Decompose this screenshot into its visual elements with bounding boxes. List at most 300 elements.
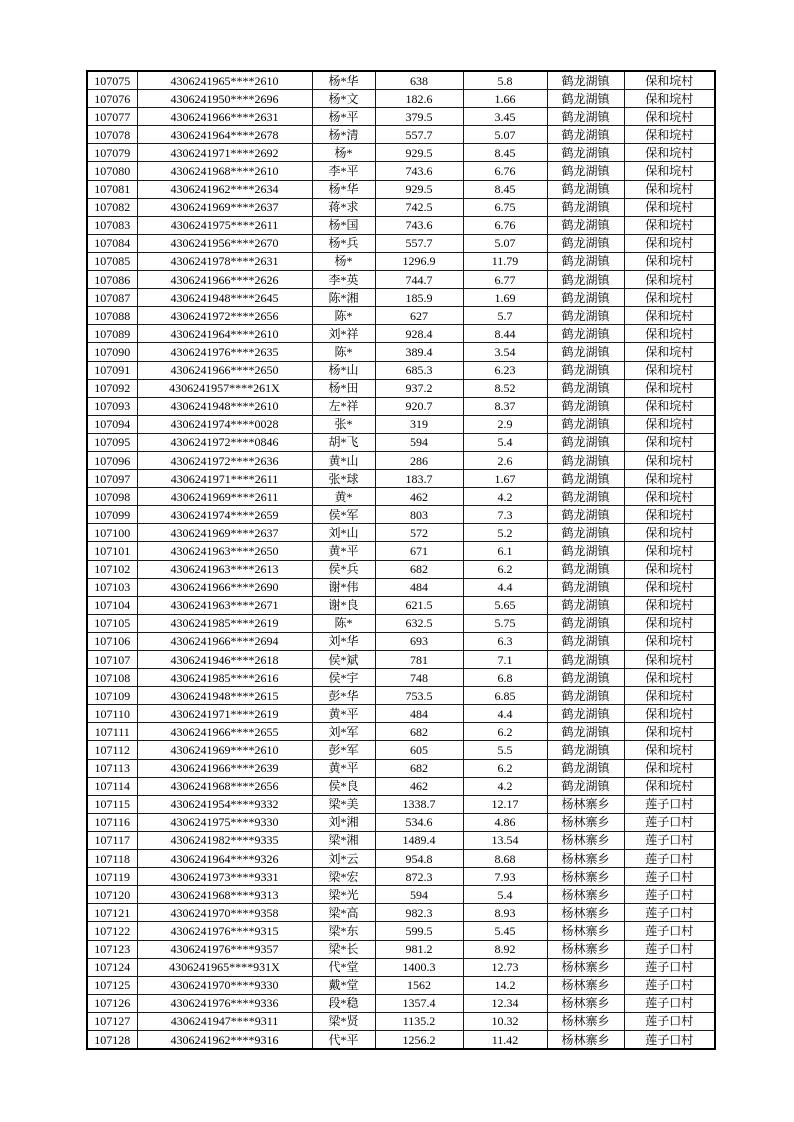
table-cell: 8.44 <box>463 325 547 343</box>
table-cell: 107121 <box>87 904 137 922</box>
table-row <box>87 795 715 813</box>
table-cell: 753.5 <box>375 687 463 705</box>
table-cell: 4306241948****2610 <box>137 397 312 415</box>
table-cell: 莲子口村 <box>624 886 715 904</box>
table-cell: 6.2 <box>463 723 547 741</box>
table-cell: 鹤龙湖镇 <box>547 542 624 560</box>
table-cell: 4306241947****9311 <box>137 1012 312 1030</box>
table-cell: 杨林寨乡 <box>547 831 624 849</box>
table-cell: 陈* <box>312 343 375 361</box>
table-cell: 梁*湘 <box>312 831 375 849</box>
table-cell: 107103 <box>87 578 137 596</box>
table-row <box>87 976 715 994</box>
table-cell: 莲子口村 <box>624 868 715 886</box>
table-cell: 梁*宏 <box>312 868 375 886</box>
table-cell: 杨* <box>312 144 375 162</box>
table-cell: 1357.4 <box>375 994 463 1012</box>
table-cell: 8.45 <box>463 144 547 162</box>
table-cell: 刘*湘 <box>312 813 375 831</box>
table-cell: 杨*清 <box>312 126 375 144</box>
table-cell: 682 <box>375 723 463 741</box>
table-row <box>87 994 715 1012</box>
table-cell: 陈* <box>312 614 375 632</box>
table-cell: 保和垸村 <box>624 777 715 795</box>
table-cell: 671 <box>375 542 463 560</box>
table-cell: 1400.3 <box>375 958 463 976</box>
table-cell: 鹤龙湖镇 <box>547 180 624 198</box>
table-cell: 侯*宇 <box>312 669 375 687</box>
table-cell: 陈*湘 <box>312 289 375 307</box>
table-cell: 1296.9 <box>375 252 463 270</box>
table-cell: 11.79 <box>463 252 547 270</box>
table-cell: 1489.4 <box>375 831 463 849</box>
table-cell: 4306241974****2659 <box>137 506 312 524</box>
table-cell: 107082 <box>87 198 137 216</box>
table-cell: 4306241966****2639 <box>137 759 312 777</box>
table-cell: 保和垸村 <box>624 632 715 650</box>
table-cell: 鹤龙湖镇 <box>547 90 624 108</box>
table-cell: 594 <box>375 433 463 451</box>
table-row <box>87 397 715 415</box>
table-row <box>87 687 715 705</box>
table-cell: 鹤龙湖镇 <box>547 379 624 397</box>
table-cell: 4306241966****2694 <box>137 632 312 650</box>
table-cell: 鹤龙湖镇 <box>547 234 624 252</box>
table-cell: 682 <box>375 759 463 777</box>
table-cell: 4.2 <box>463 488 547 506</box>
table-cell: 4306241971****2611 <box>137 470 312 488</box>
table-cell: 彭*华 <box>312 687 375 705</box>
table-cell: 742.5 <box>375 198 463 216</box>
records-table <box>86 70 716 1050</box>
table-cell: 杨林寨乡 <box>547 850 624 868</box>
table-cell: 572 <box>375 524 463 542</box>
table-row <box>87 669 715 687</box>
table-cell: 8.37 <box>463 397 547 415</box>
table-cell: 693 <box>375 632 463 650</box>
table-cell: 4306241975****2611 <box>137 216 312 234</box>
table-cell: 107124 <box>87 958 137 976</box>
table-cell: 682 <box>375 560 463 578</box>
table-cell: 4306241954****9332 <box>137 795 312 813</box>
table-row <box>87 470 715 488</box>
table-cell: 4306241966****2626 <box>137 271 312 289</box>
table-cell: 4306241985****2619 <box>137 614 312 632</box>
table-row <box>87 451 715 469</box>
table-cell: 鹤龙湖镇 <box>547 488 624 506</box>
table-cell: 鹤龙湖镇 <box>547 252 624 270</box>
table-cell: 4306241982****9335 <box>137 831 312 849</box>
table-cell: 107080 <box>87 162 137 180</box>
table-cell: 鹤龙湖镇 <box>547 198 624 216</box>
table-cell: 保和垸村 <box>624 488 715 506</box>
table-cell: 107120 <box>87 886 137 904</box>
table-cell: 鹤龙湖镇 <box>547 144 624 162</box>
table-cell: 6.2 <box>463 759 547 777</box>
table-cell: 107100 <box>87 524 137 542</box>
table-cell: 10.32 <box>463 1012 547 1030</box>
table-cell: 7.1 <box>463 651 547 669</box>
table-cell: 107123 <box>87 940 137 958</box>
table-cell: 4306241970****9358 <box>137 904 312 922</box>
table-cell: 杨林寨乡 <box>547 958 624 976</box>
table-row <box>87 126 715 144</box>
table-cell: 鹤龙湖镇 <box>547 741 624 759</box>
table-cell: 484 <box>375 705 463 723</box>
table-cell: 鹤龙湖镇 <box>547 470 624 488</box>
table-cell: 4306241964****2610 <box>137 325 312 343</box>
table-row <box>87 651 715 669</box>
table-cell: 鹤龙湖镇 <box>547 723 624 741</box>
table-cell: 4306241965****931X <box>137 958 312 976</box>
table-cell: 12.73 <box>463 958 547 976</box>
table-cell: 4306241972****0846 <box>137 433 312 451</box>
table-cell: 107091 <box>87 361 137 379</box>
table-cell: 鹤龙湖镇 <box>547 343 624 361</box>
table-cell: 保和垸村 <box>624 741 715 759</box>
table-row <box>87 71 715 90</box>
table-row <box>87 271 715 289</box>
table-cell: 4306241973****9331 <box>137 868 312 886</box>
table-cell: 李*英 <box>312 271 375 289</box>
table-cell: 982.3 <box>375 904 463 922</box>
table-cell: 748 <box>375 669 463 687</box>
table-cell: 107098 <box>87 488 137 506</box>
table-cell: 鹤龙湖镇 <box>547 271 624 289</box>
table-cell: 莲子口村 <box>624 1012 715 1030</box>
table-cell: 5.8 <box>463 71 547 90</box>
table-cell: 黄*平 <box>312 759 375 777</box>
table-cell: 4306241963****2613 <box>137 560 312 578</box>
table-cell: 107096 <box>87 451 137 469</box>
table-cell: 梁*长 <box>312 940 375 958</box>
table-cell: 6.85 <box>463 687 547 705</box>
table-cell: 4306241966****2650 <box>137 361 312 379</box>
table-cell: 107097 <box>87 470 137 488</box>
table-cell: 107116 <box>87 813 137 831</box>
table-cell: 7.93 <box>463 868 547 886</box>
table-cell: 107077 <box>87 108 137 126</box>
table-row <box>87 886 715 904</box>
table-cell: 781 <box>375 651 463 669</box>
table-row <box>87 144 715 162</box>
table-cell: 陈* <box>312 307 375 325</box>
table-row <box>87 1012 715 1030</box>
table-cell: 鹤龙湖镇 <box>547 669 624 687</box>
table-cell: 6.1 <box>463 542 547 560</box>
table-cell: 保和垸村 <box>624 651 715 669</box>
table-cell: 14.2 <box>463 976 547 994</box>
table-cell: 梁*高 <box>312 904 375 922</box>
table-cell: 182.6 <box>375 90 463 108</box>
table-cell: 侯*兵 <box>312 560 375 578</box>
table-cell: 605 <box>375 741 463 759</box>
table-cell: 286 <box>375 451 463 469</box>
table-cell: 保和垸村 <box>624 470 715 488</box>
table-cell: 6.2 <box>463 560 547 578</box>
table-cell: 6.23 <box>463 361 547 379</box>
table-cell: 梁*光 <box>312 886 375 904</box>
table-cell: 杨*平 <box>312 108 375 126</box>
table-row <box>87 958 715 976</box>
table-cell: 3.45 <box>463 108 547 126</box>
table-cell: 4306241985****2616 <box>137 669 312 687</box>
table-cell: 4306241963****2650 <box>137 542 312 560</box>
table-cell: 107095 <box>87 433 137 451</box>
table-cell: 梁*美 <box>312 795 375 813</box>
table-cell: 4306241965****2610 <box>137 71 312 90</box>
table-cell: 183.7 <box>375 470 463 488</box>
table-row <box>87 596 715 614</box>
table-cell: 6.3 <box>463 632 547 650</box>
table-cell: 梁*东 <box>312 922 375 940</box>
table-cell: 4306241946****2618 <box>137 651 312 669</box>
table-row <box>87 723 715 741</box>
table-row <box>87 524 715 542</box>
table-cell: 4306241975****9330 <box>137 813 312 831</box>
table-cell: 5.4 <box>463 886 547 904</box>
table-cell: 杨林寨乡 <box>547 1012 624 1030</box>
table-cell: 6.77 <box>463 271 547 289</box>
table-cell: 4.4 <box>463 705 547 723</box>
table-cell: 代*堂 <box>312 958 375 976</box>
table-cell: 12.34 <box>463 994 547 1012</box>
table-cell: 杨*文 <box>312 90 375 108</box>
table-cell: 379.5 <box>375 108 463 126</box>
table-cell: 黄*平 <box>312 542 375 560</box>
table-cell: 638 <box>375 71 463 90</box>
table-cell: 5.5 <box>463 741 547 759</box>
table-cell: 侯*良 <box>312 777 375 795</box>
table-cell: 6.75 <box>463 198 547 216</box>
table-cell: 4306241968****2610 <box>137 162 312 180</box>
table-cell: 107079 <box>87 144 137 162</box>
table-row <box>87 578 715 596</box>
table-cell: 莲子口村 <box>624 976 715 994</box>
table-cell: 107125 <box>87 976 137 994</box>
table-cell: 黄* <box>312 488 375 506</box>
table-cell: 107122 <box>87 922 137 940</box>
table-cell: 保和垸村 <box>624 325 715 343</box>
table-cell: 杨*兵 <box>312 234 375 252</box>
table-cell: 557.7 <box>375 234 463 252</box>
table-cell: 2.9 <box>463 415 547 433</box>
table-cell: 杨林寨乡 <box>547 940 624 958</box>
table-cell: 保和垸村 <box>624 361 715 379</box>
table-cell: 鹤龙湖镇 <box>547 632 624 650</box>
table-cell: 5.75 <box>463 614 547 632</box>
table-cell: 黄*山 <box>312 451 375 469</box>
table-cell: 5.07 <box>463 126 547 144</box>
table-cell: 981.2 <box>375 940 463 958</box>
table-cell: 5.7 <box>463 307 547 325</box>
table-cell: 107117 <box>87 831 137 849</box>
table-row <box>87 307 715 325</box>
table-cell: 4306241964****2678 <box>137 126 312 144</box>
table-cell: 929.5 <box>375 144 463 162</box>
table-row <box>87 777 715 795</box>
table-cell: 莲子口村 <box>624 922 715 940</box>
table-cell: 李*平 <box>312 162 375 180</box>
table-row <box>87 379 715 397</box>
table-cell: 保和垸村 <box>624 234 715 252</box>
table-cell: 4306241968****2656 <box>137 777 312 795</box>
table-cell: 杨*华 <box>312 180 375 198</box>
table-cell: 621.5 <box>375 596 463 614</box>
table-cell: 鹤龙湖镇 <box>547 578 624 596</box>
table-cell: 保和垸村 <box>624 669 715 687</box>
table-cell: 6.8 <box>463 669 547 687</box>
table-cell: 107086 <box>87 271 137 289</box>
table-cell: 保和垸村 <box>624 759 715 777</box>
table-cell: 872.3 <box>375 868 463 886</box>
table-cell: 462 <box>375 777 463 795</box>
table-cell: 刘*华 <box>312 632 375 650</box>
table-row <box>87 162 715 180</box>
table-cell: 4.4 <box>463 578 547 596</box>
table-cell: 4306241950****2696 <box>137 90 312 108</box>
table-cell: 杨* <box>312 252 375 270</box>
table-row <box>87 868 715 886</box>
table-cell: 107119 <box>87 868 137 886</box>
table-cell: 3.54 <box>463 343 547 361</box>
table-cell: 1562 <box>375 976 463 994</box>
table-cell: 杨林寨乡 <box>547 886 624 904</box>
table-cell: 保和垸村 <box>624 307 715 325</box>
table-row <box>87 90 715 108</box>
table-row <box>87 325 715 343</box>
table-cell: 107101 <box>87 542 137 560</box>
table-cell: 4.2 <box>463 777 547 795</box>
table-cell: 鹤龙湖镇 <box>547 415 624 433</box>
table-row <box>87 632 715 650</box>
table-cell: 莲子口村 <box>624 958 715 976</box>
table-cell: 4306241963****2671 <box>137 596 312 614</box>
table-cell: 杨林寨乡 <box>547 795 624 813</box>
table-cell: 杨*华 <box>312 71 375 90</box>
table-cell: 莲子口村 <box>624 795 715 813</box>
table-cell: 保和垸村 <box>624 542 715 560</box>
table-cell: 莲子口村 <box>624 1030 715 1049</box>
table-cell: 5.45 <box>463 922 547 940</box>
table-cell: 13.54 <box>463 831 547 849</box>
table-cell: 107089 <box>87 325 137 343</box>
table-cell: 蒋*求 <box>312 198 375 216</box>
table-cell: 刘*山 <box>312 524 375 542</box>
table-cell: 杨林寨乡 <box>547 922 624 940</box>
table-cell: 戴*堂 <box>312 976 375 994</box>
table-cell: 107107 <box>87 651 137 669</box>
table-cell: 莲子口村 <box>624 850 715 868</box>
table-cell: 107084 <box>87 234 137 252</box>
table-row <box>87 542 715 560</box>
table-cell: 鹤龙湖镇 <box>547 451 624 469</box>
table-cell: 保和垸村 <box>624 71 715 90</box>
table-cell: 保和垸村 <box>624 596 715 614</box>
table-cell: 5.65 <box>463 596 547 614</box>
table-cell: 107078 <box>87 126 137 144</box>
table-cell: 保和垸村 <box>624 216 715 234</box>
table-cell: 保和垸村 <box>624 271 715 289</box>
table-cell: 4306241971****2619 <box>137 705 312 723</box>
table-cell: 彭*军 <box>312 741 375 759</box>
table-cell: 张* <box>312 415 375 433</box>
table-cell: 鹤龙湖镇 <box>547 759 624 777</box>
table-cell: 557.7 <box>375 126 463 144</box>
table-cell: 1135.2 <box>375 1012 463 1030</box>
table-cell: 107102 <box>87 560 137 578</box>
table-row <box>87 759 715 777</box>
table-cell: 594 <box>375 886 463 904</box>
table-cell: 743.6 <box>375 162 463 180</box>
table-cell: 1.69 <box>463 289 547 307</box>
table-cell: 刘*军 <box>312 723 375 741</box>
table-cell: 4306241966****2690 <box>137 578 312 596</box>
table-cell: 代*平 <box>312 1030 375 1049</box>
table-cell: 743.6 <box>375 216 463 234</box>
table-cell: 保和垸村 <box>624 180 715 198</box>
table-cell: 鹤龙湖镇 <box>547 307 624 325</box>
table-cell: 107081 <box>87 180 137 198</box>
table-cell: 6.76 <box>463 216 547 234</box>
table-cell: 4306241969****2611 <box>137 488 312 506</box>
table-row <box>87 560 715 578</box>
table-row <box>87 1030 715 1049</box>
table-cell: 107104 <box>87 596 137 614</box>
table-cell: 4306241962****2634 <box>137 180 312 198</box>
table-cell: 4.86 <box>463 813 547 831</box>
table-row <box>87 108 715 126</box>
table-cell: 侯*军 <box>312 506 375 524</box>
table-cell: 4306241969****2637 <box>137 524 312 542</box>
table-cell: 107090 <box>87 343 137 361</box>
table-cell: 107085 <box>87 252 137 270</box>
table-cell: 保和垸村 <box>624 506 715 524</box>
table-cell: 107111 <box>87 723 137 741</box>
table-cell: 8.52 <box>463 379 547 397</box>
table-cell: 4306241966****2631 <box>137 108 312 126</box>
table-row <box>87 361 715 379</box>
table-cell: 保和垸村 <box>624 687 715 705</box>
table-cell: 莲子口村 <box>624 904 715 922</box>
table-cell: 4306241948****2615 <box>137 687 312 705</box>
table-cell: 627 <box>375 307 463 325</box>
table-cell: 744.7 <box>375 271 463 289</box>
table-cell: 莲子口村 <box>624 994 715 1012</box>
table-cell: 4306241966****2655 <box>137 723 312 741</box>
table-cell: 杨林寨乡 <box>547 868 624 886</box>
table-cell: 鹤龙湖镇 <box>547 108 624 126</box>
table-cell: 鹤龙湖镇 <box>547 777 624 795</box>
table-cell: 8.92 <box>463 940 547 958</box>
table-cell: 黄*平 <box>312 705 375 723</box>
table-cell: 7.3 <box>463 506 547 524</box>
table-cell: 5.4 <box>463 433 547 451</box>
table-cell: 4306241969****2637 <box>137 198 312 216</box>
table-row <box>87 433 715 451</box>
table-row <box>87 922 715 940</box>
table-cell: 谢*伟 <box>312 578 375 596</box>
table-cell: 107128 <box>87 1030 137 1049</box>
table-row <box>87 234 715 252</box>
table-cell: 1338.7 <box>375 795 463 813</box>
table-cell: 107109 <box>87 687 137 705</box>
table-cell: 632.5 <box>375 614 463 632</box>
table-cell: 保和垸村 <box>624 560 715 578</box>
table-cell: 1.66 <box>463 90 547 108</box>
table-cell: 鹤龙湖镇 <box>547 216 624 234</box>
table-row <box>87 831 715 849</box>
